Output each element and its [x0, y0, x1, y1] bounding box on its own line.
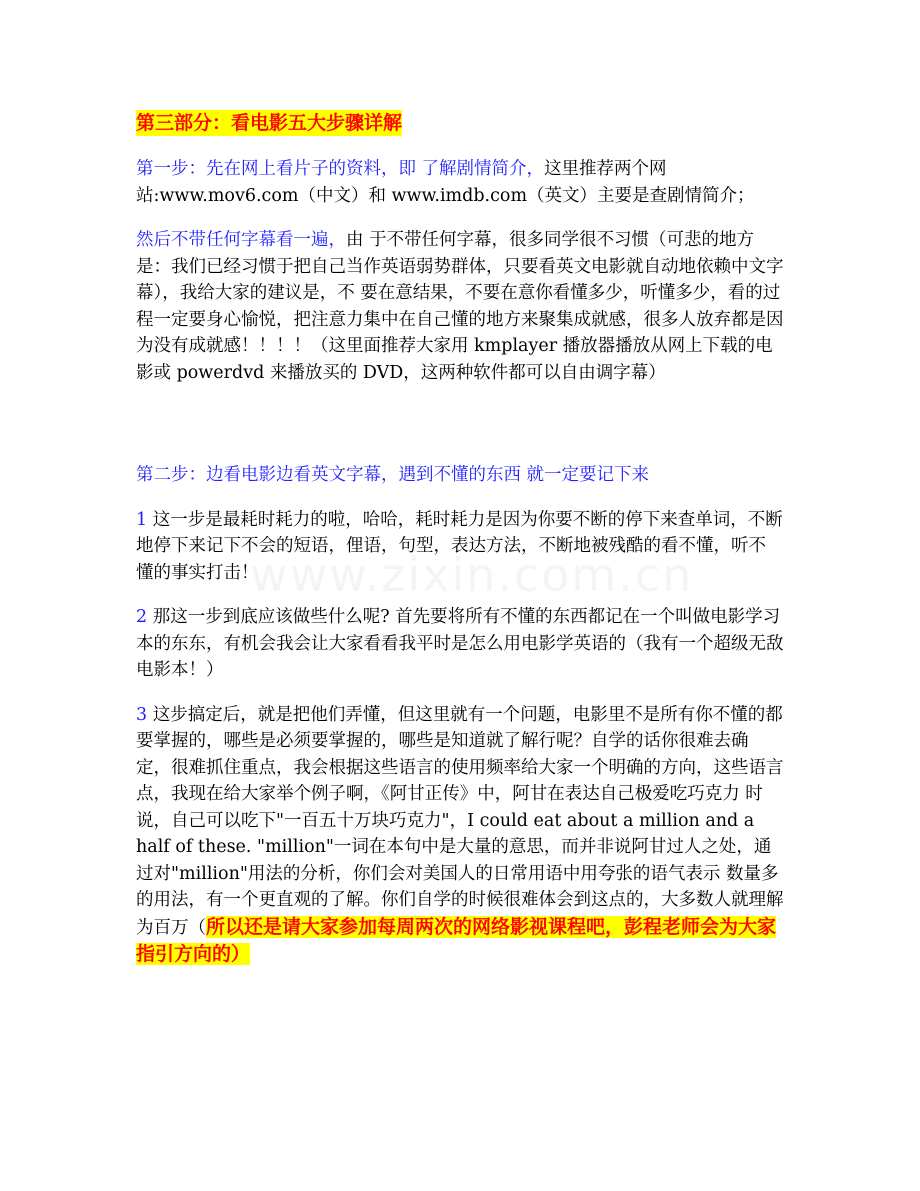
document-body	[136, 108, 784, 987]
paragraph-item1	[136, 507, 784, 587]
paragraph-step2: 第二步：边看电影边看英文字幕，遇到不懂的东西 就一定要记下来	[136, 465, 650, 485]
paragraph-item3	[136, 702, 784, 969]
step1-lead: 第一步：先在网上看片子的资料，即 了解剧情简介，	[136, 159, 545, 179]
then-text: 由 于不带任何字幕，很多同学很不习惯（可悲的地方是：我们已经习惯于把自己当作英语弱势群体，只要看英文电影就自动地依赖中文字幕），我给大家的建议是，不 要在意结果，不要在意你看懂多少，听懂多少，看的过程一定要身心愉悦，把注意力集中在自己懂的地方来聚集成就感，很多人放弃都是因为没有成就感！！！！（这里面推荐大家用 kmplayer 播放器播放从网上下载的电影或 powerdvd 来播放买的 DVD，这两种软件都可以自由调字幕）	[136, 230, 784, 383]
paragraph-then	[136, 227, 784, 386]
item1-number: 1	[136, 509, 148, 530]
section-heading-wrap	[136, 108, 784, 138]
section-heading: 第三部分：看电影五大步骤详解	[136, 112, 403, 134]
paragraph-item2	[136, 604, 784, 684]
then-lead: 然后不带任何字幕看一遍，	[136, 230, 346, 250]
item2-number: 2	[136, 607, 148, 627]
paragraph-step1	[136, 156, 784, 209]
item2-text: 那这一步到底应该做些什么呢? 首先要将所有不懂的东西都记在一个叫做电影学习本的东东，有机会我会让大家看看我平时是怎么用电影学英语的（我有一个超级无敌电影本！）	[136, 607, 784, 680]
item3-text: 这步搞定后，就是把他们弄懂，但这里就有一个问题，电影里不是所有你不懂的都要掌握的，哪些是必须要掌握的，哪些是知道就了解行呢？自学的话你很难去确 定，很难抓住重点，我会根据这些语言的使用频率给大家一个明确的方向，这些语言点，我现在给大家举个例子啊，《阿甘正传》中，阿甘在表达自己极爱吃巧克力 时说，自己可以吃下"一百五十万块巧克力"，I could eat about a million and a half of these. "million"一词在本句中是大量的意思，而并非说阿甘过人之处，通过对"million"用法的分析，你们会对美国人的日常用语中用夸张的语气表示 数量多的用法，有一个更直观的了解。你们自学的时候很难体会到这点的，大多数人就理解为百万（	[136, 704, 784, 938]
item3-highlight: 所以还是请大家参加每周两次的网络影视课程吧，彭程老师会为大家指引方向的）	[136, 915, 777, 965]
item1-text: 这一步是最耗时耗力的啦，哈哈，耗时耗力是因为你要不断的停下来查单词，不断地停下来记下不会的短语，俚语，句型，表达方法，不断地被残酷的看不懂，听不 懂的事实打击！	[136, 509, 783, 583]
step1-text: 这里推荐两个网站:www.mov6.com（中文）和 www.imdb.com（英文）主要是查剧情简介；	[136, 159, 755, 206]
spacer	[136, 404, 784, 462]
item3-number: 3	[136, 704, 148, 725]
